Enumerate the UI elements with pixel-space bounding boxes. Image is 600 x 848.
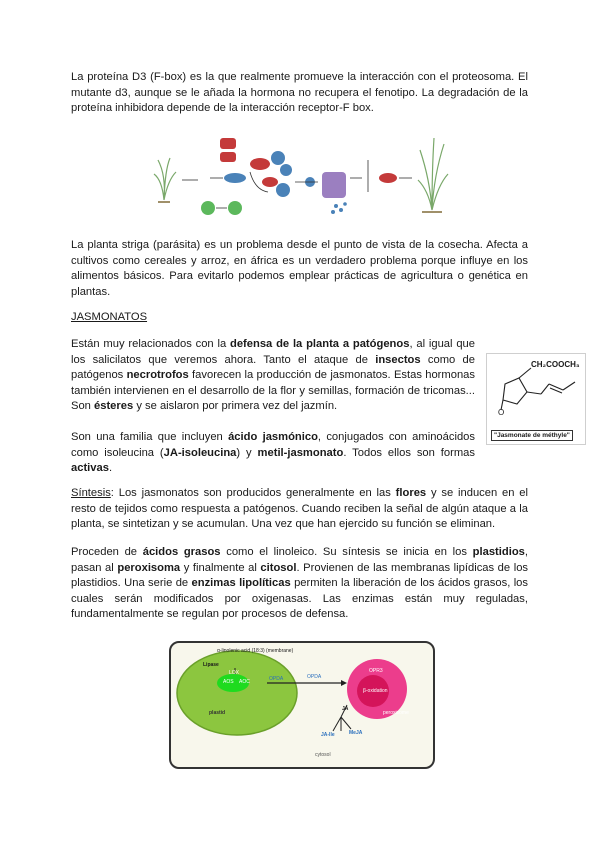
response-node-red [379, 173, 397, 183]
chem-atom-o: O [498, 408, 505, 417]
cytosol-label: cytosol [315, 752, 331, 758]
opr3-label: OPR3 [369, 668, 383, 674]
lipase-label: Lipase [203, 662, 219, 668]
methyl-jasmonate-structure [486, 353, 586, 445]
signal-node-blue [224, 173, 246, 183]
ja-label: JA [342, 706, 349, 712]
plastid-label: plastid [209, 710, 226, 716]
ja-ile-label: JA-Ile [321, 732, 335, 738]
paragraph-striga: La planta striga (parásita) es un problema desde el punto de vista de la cosecha. Afecta a cultivos como cereales y arroz, en áfrica es un verdadero problema porque influye en los alimentos básicos. Para evitarlo podemos emplear prácticas de agricultura o genética en plantas. [71, 239, 528, 298]
chem-label: "Jasmonate de méthyle" [491, 430, 573, 441]
aos-label: AOS [223, 679, 234, 685]
proteasome-node [322, 172, 346, 198]
complex-red-1 [250, 158, 270, 170]
receptor-node-2 [220, 152, 236, 162]
section-heading-jasmonatos: JASMONATOS [71, 311, 148, 323]
complex-red-2 [262, 177, 278, 187]
paragraph-sintesis: Síntesis: Los jasmonatos son producidos generalmente en las flores y se inducen en el resto de tejidos como respuesta a patógenos. Cuando reciben la señal de algún ataque a la planta, se sintetizan y se acumulan. Una vez que han ejercido su función se eliminan. [71, 487, 529, 531]
opda-out-label: OPDA [307, 674, 322, 680]
lox-label: LOX [229, 670, 240, 676]
paragraph-familia: Son una familia que incluyen ácido jasmónico, conjugados con aminoácidos como isoleucina (JA-isoleucina) y metil-jasmonato. Todos ellos son formas activas. [71, 431, 475, 475]
paragraph-acidos-grasos: Proceden de ácidos grasos como el linoleico. Su síntesis se inicia en los plastidios, pasan al peroxisoma y finalmente al citosol. Provienen de las membranas lipídicas de los plastidios. Una serie de enzimas lipolíticas permiten la liberación de los ácidos grasos, los cuales serán modificados por oxigenasas. Las enzimas están muy reguladas, fundamentalmente se regulan por procesos de defensa. [71, 546, 529, 621]
paragraph-defensa: Están muy relacionados con la defensa de la planta a patógenos, al igual que los salicilatos que veremos ahora. Tanto el ataque de insectos como de patógenos necrotrofos favorecen la producción de jasmonatos. Estas hormonas también intervienen en el desarrollo de la flor y semillas, formación de tricomas... Son ésteres y se aislaron por primera vez del jazmín. [71, 338, 475, 413]
jasmonate-pathway-figure [169, 641, 433, 767]
signal-node-green-1 [201, 201, 215, 215]
receptor-node-1 [220, 138, 236, 149]
pathway-shapes [169, 641, 433, 767]
plastid-shape [177, 648, 297, 735]
beta-oxidation-label: β-oxidation [363, 688, 388, 694]
signal-node-green-2 [228, 201, 242, 215]
strigolactone-signaling-figure [150, 130, 450, 222]
precursor-label: α-linolenic acid (18:3) (membrane) [217, 648, 294, 654]
opda-inner-label: OPDA [269, 676, 284, 682]
peroxisome-label: peroxisome [383, 710, 409, 716]
complex-blue-2 [280, 164, 292, 176]
complex-blue-3 [276, 183, 290, 197]
complex-blue-1 [271, 151, 285, 165]
chem-formula: CH₂COOCH₃ [531, 360, 580, 369]
aoc-label: AOC [239, 679, 250, 685]
paragraph-d3-fbox: La proteína D3 (F-box) es la que realmente promueve la interacción con el proteosoma. El mutante d3, aunque se le añada la hormona no recupera el fenotipo. La degradación de la proteína inhibidora depende de la interacción receptor-F box. [71, 71, 528, 115]
meja-label: MeJA [349, 730, 363, 736]
